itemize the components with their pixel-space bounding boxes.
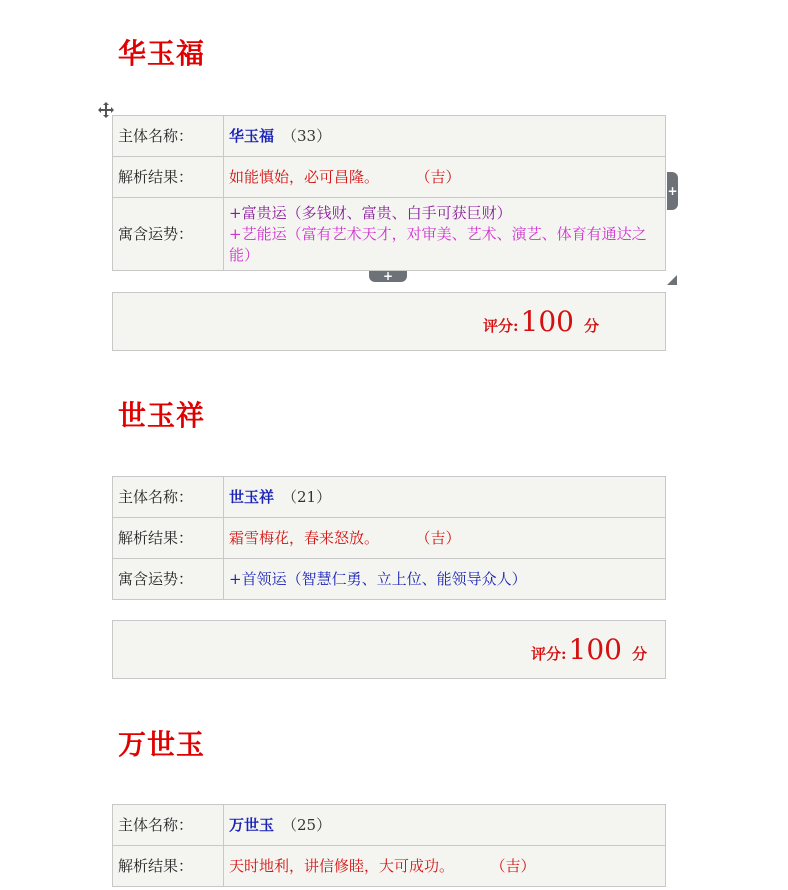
value-cell xyxy=(224,559,666,600)
label-cell: 寓含运势： xyxy=(113,559,224,600)
subject-name: 万世玉 xyxy=(229,815,275,834)
fortune-item: +富贵运（多钱财、富贵、白手可获巨财） xyxy=(229,203,512,222)
stroke-count: （33） xyxy=(282,126,332,145)
table-row xyxy=(113,518,666,559)
value-cell xyxy=(224,198,666,271)
analysis-table xyxy=(112,804,666,887)
stroke-count: （25） xyxy=(282,815,332,834)
score-label: 评分: xyxy=(531,645,567,663)
value-cell xyxy=(224,477,666,518)
add-row-handle[interactable] xyxy=(369,271,407,282)
value-cell xyxy=(224,116,666,157)
value-cell xyxy=(224,846,666,887)
score xyxy=(483,305,599,338)
plus-icon: + xyxy=(667,184,678,198)
label-cell: 解析结果： xyxy=(113,157,224,198)
entry-title: 万世玉 xyxy=(118,728,206,761)
entry-title: 华玉福 xyxy=(118,37,206,70)
label-cell: 解析结果： xyxy=(113,846,224,887)
score xyxy=(531,633,647,666)
result-text: 如能慎始，必可昌隆。 xyxy=(229,167,380,186)
result-tag: （吉） xyxy=(423,528,461,547)
score-value: 100 xyxy=(520,305,574,338)
score-label: 评分: xyxy=(483,317,519,335)
score-value: 100 xyxy=(568,633,622,666)
resize-icon[interactable] xyxy=(667,271,677,281)
entry-title: 世玉祥 xyxy=(118,399,206,432)
value-cell xyxy=(224,157,666,198)
score-box xyxy=(112,620,666,679)
result-text: 天时地利，讲信修睦，大可成功。 xyxy=(229,856,455,875)
add-column-handle[interactable] xyxy=(667,172,678,210)
stroke-count: （21） xyxy=(282,487,332,506)
table-row xyxy=(113,805,666,846)
subject-name: 华玉福 xyxy=(229,126,275,145)
table-row xyxy=(113,477,666,518)
fortune-item: +艺能运（富有艺术天才，对审美、艺术、演艺、体育有通达之能） xyxy=(229,224,647,264)
result-tag: （吉） xyxy=(498,856,536,875)
analysis-table xyxy=(112,115,666,271)
result-text: 霜雪梅花，春来怒放。 xyxy=(229,528,380,547)
plus-icon: + xyxy=(382,269,394,283)
table-row xyxy=(113,846,666,887)
label-cell: 主体名称： xyxy=(113,805,224,846)
value-cell xyxy=(224,805,666,846)
label-cell: 主体名称： xyxy=(113,477,224,518)
fortune-item: +首领运（智慧仁勇、立上位、能领导众人） xyxy=(229,569,527,588)
label-cell: 解析结果： xyxy=(113,518,224,559)
result-tag: （吉） xyxy=(423,167,461,186)
score-box xyxy=(112,292,666,351)
table-row xyxy=(113,116,666,157)
analysis-table xyxy=(112,476,666,600)
table-row xyxy=(113,198,666,271)
value-cell xyxy=(224,518,666,559)
table-row xyxy=(113,157,666,198)
label-cell: 主体名称： xyxy=(113,116,224,157)
score-unit: 分 xyxy=(584,317,600,335)
label-cell: 寓含运势： xyxy=(113,198,224,271)
score-unit: 分 xyxy=(632,645,648,663)
table-row xyxy=(113,559,666,600)
subject-name: 世玉祥 xyxy=(229,487,275,506)
